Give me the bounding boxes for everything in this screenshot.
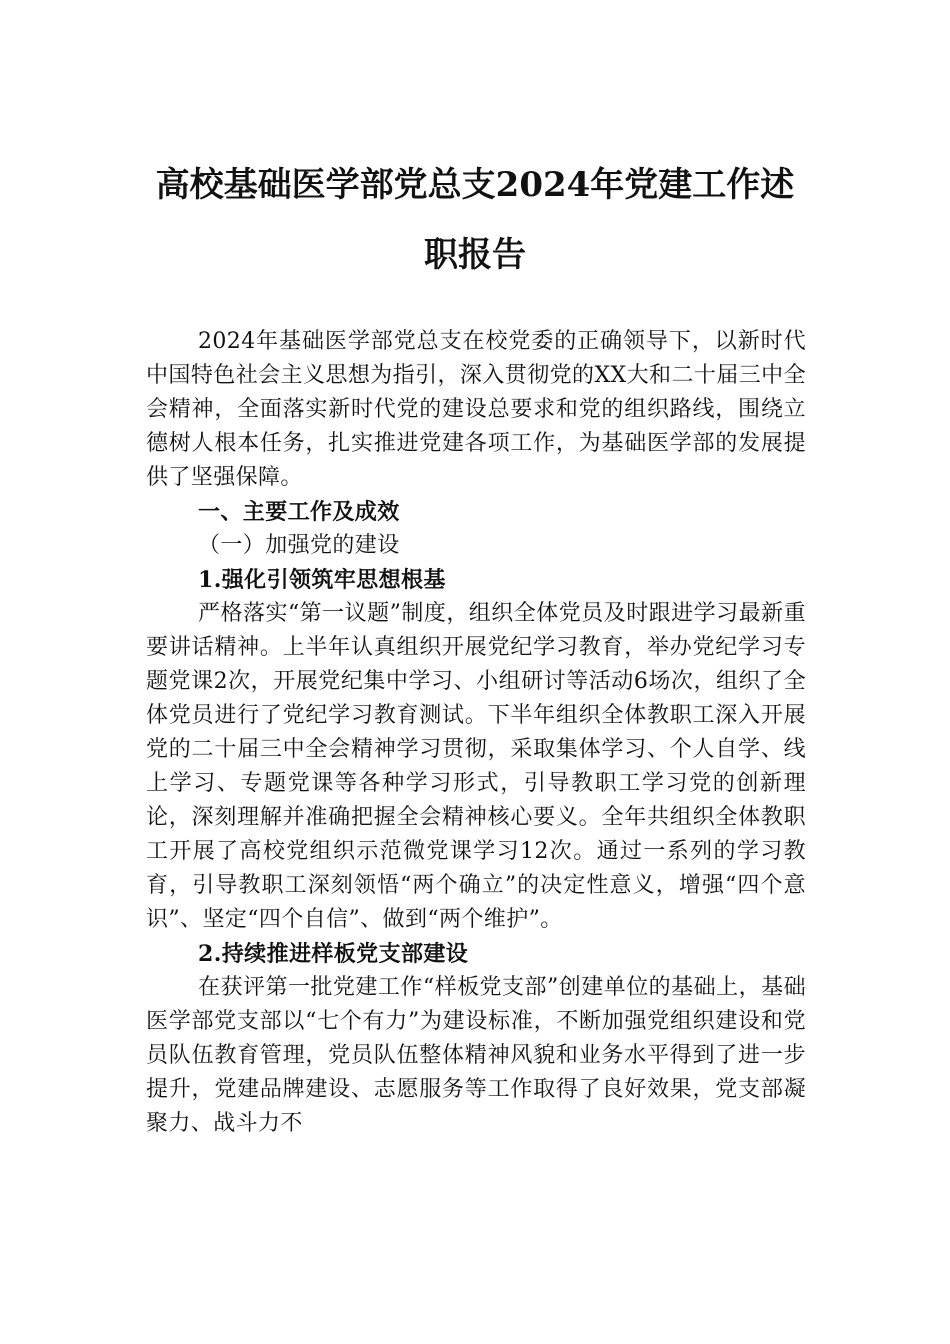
subsection-heading: （一）加强党的建设	[198, 533, 400, 558]
document-title-line-2: 职报告	[424, 235, 526, 275]
document-body	[146, 325, 806, 1141]
section-heading: 一、主要工作及成效	[198, 499, 400, 525]
item-heading-1: 1.强化引领筑牢思想根基	[198, 567, 446, 593]
intro-paragraph: 2024年基础医学部党总支在校党委的正确领导下，以新时代中国特色社会主义思想为指引，深入贯彻党的XX大和二十届三中全会精神，全面落实新时代党的建设总要求和党的组织路线，围绕立德树人根本任务，扎实推进党建各项工作，为基础医学部的发展提供了坚强保障。	[146, 329, 806, 490]
item-paragraph-1: 严格落实“第一议题”制度，组织全体党员及时跟进学习最新重要讲话精神。上半年认真组织开展党纪学习教育，举办党纪学习专题党课2次，开展党纪集中学习、小组研讨等活动6场次，组织了全体党员进行了党纪学习教育测试。下半年组织全体教职工深入开展党的二十届三中全会精神学习贯彻，采取集体学习、个人自学、线上学习、专题党课等各种学习形式，引导教职工学习党的创新理论，深刻理解并准确把握全会精神核心要义。全年共组织全体教职工开展了高校党组织示范微党课学习12次。通过一系列的学习教育，引导教职工深刻领悟“两个确立”的决定性意义，增强“四个意识”、坚定“四个自信”、做到“两个维护”。	[146, 601, 806, 932]
item-paragraph-2: 在获评第一批党建工作“样板党支部”创建单位的基础上，基础医学部党支部以“七个有力”为建设标准，不断加强党组织建设和党员队伍教育管理，党员队伍整体精神风貌和业务水平得到了进一步提升，党建品牌建设、志愿服务等工作取得了良好效果，党支部凝聚力、战斗力不	[146, 975, 806, 1136]
document-title-line-1: 高校基础医学部党总支2024年党建工作述	[155, 165, 795, 205]
item-heading-2: 2.持续推进样板党支部建设	[198, 941, 469, 967]
